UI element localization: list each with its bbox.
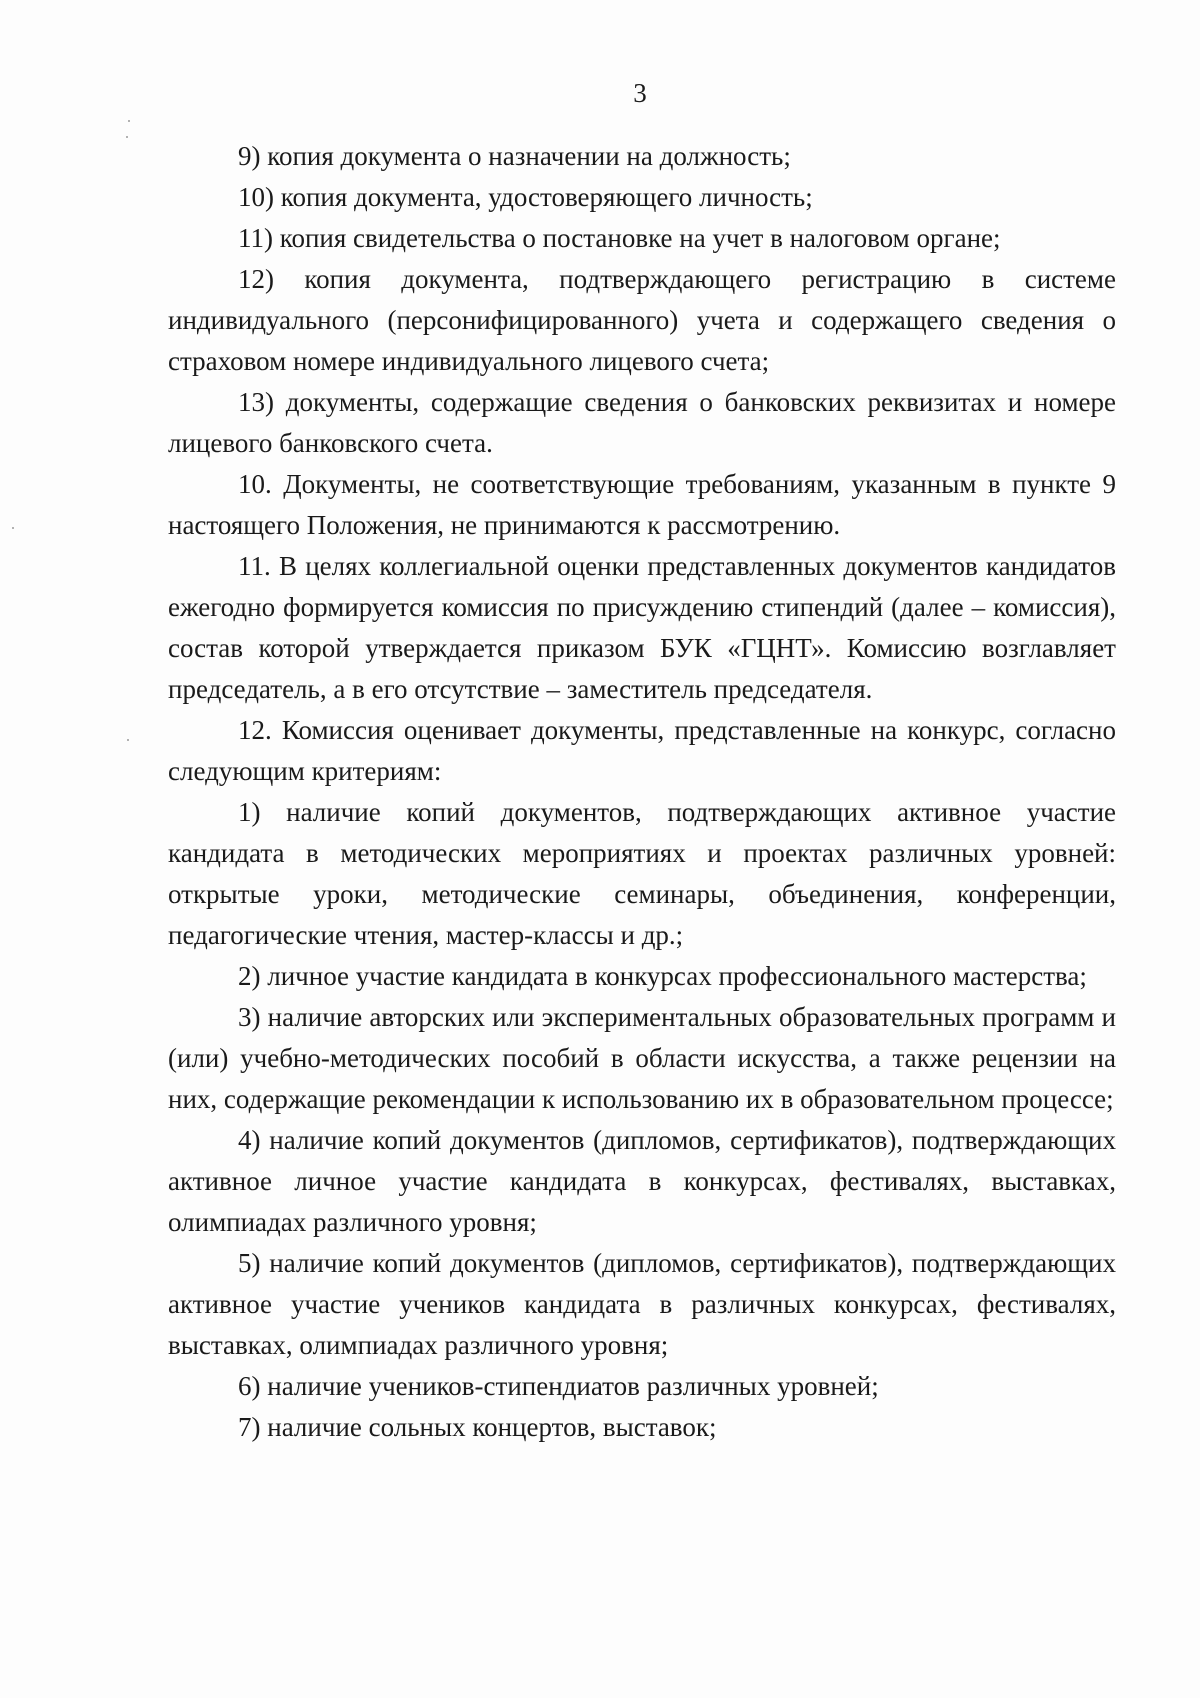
list-item: 13) документы, содержащие сведения о банковских реквизитах и номере лицевого банковского счета. [168, 387, 1116, 458]
scan-speck [12, 527, 14, 529]
criteria-item: 5) наличие копий документов (дипломов, сертификатов), подтверждающих активное участие учеников кандидата в различных конкурсах, фестивалях, выставках, олимпиадах различного уровня; [168, 1248, 1116, 1360]
clause-paragraph: 10. Документы, не соответствующие требованиям, указанным в пункте 9 настоящего Положения, не принимаются к рассмотрению. [168, 469, 1116, 540]
list-item: 9) копия документа о назначении на должность; [238, 141, 791, 171]
criteria-item: 7) наличие сольных концертов, выставок; [238, 1412, 717, 1442]
list-item: 11) копия свидетельства о постановке на учет в налоговом органе; [238, 223, 1001, 253]
scan-speck [127, 739, 129, 741]
criteria-item: 4) наличие копий документов (дипломов, сертификатов), подтверждающих активное личное участие кандидата в конкурсах, фестивалях, выставках, олимпиадах различного уровня; [168, 1125, 1116, 1237]
criteria-item: 3) наличие авторских или экспериментальных образовательных программ и (или) учебно-методических пособий в области искусства, а также рецензии на них, содержащие рекомендации к использованию их в образовательном процессе; [168, 1002, 1116, 1114]
clause-paragraph: 11. В целях коллегиальной оценки представленных документов кандидатов ежегодно формируется комиссия по присуждению стипендий (далее – комиссия), состав которой утверждается приказом БУК «ГЦНТ». Комиссию возглавляет председатель, а в его отсутствие – заместитель председателя. [168, 551, 1116, 704]
list-item: 12) копия документа, подтверждающего регистрацию в системе индивидуального (персонифицированного) учета и содержащего сведения о страховом номере индивидуального лицевого счета; [168, 264, 1116, 376]
page-number: 3 [633, 78, 647, 108]
document-body [168, 136, 1116, 1448]
criteria-item: 1) наличие копий документов, подтверждающих активное участие кандидата в методических мероприятиях и проектах различных уровней: открытые уроки, методические семинары, объединения, конференции, педагогические чтения, мастер-классы и др.; [168, 797, 1116, 950]
list-item: 10) копия документа, удостоверяющего личность; [238, 182, 813, 212]
scan-speck [128, 120, 130, 122]
criteria-item: 2) личное участие кандидата в конкурсах профессионального мастерства; [238, 961, 1087, 991]
scan-speck [126, 136, 128, 138]
criteria-item: 6) наличие учеников-стипендиатов различных уровней; [238, 1371, 879, 1401]
clause-paragraph: 12. Комиссия оценивает документы, представленные на конкурс, согласно следующим критериям: [168, 715, 1116, 786]
